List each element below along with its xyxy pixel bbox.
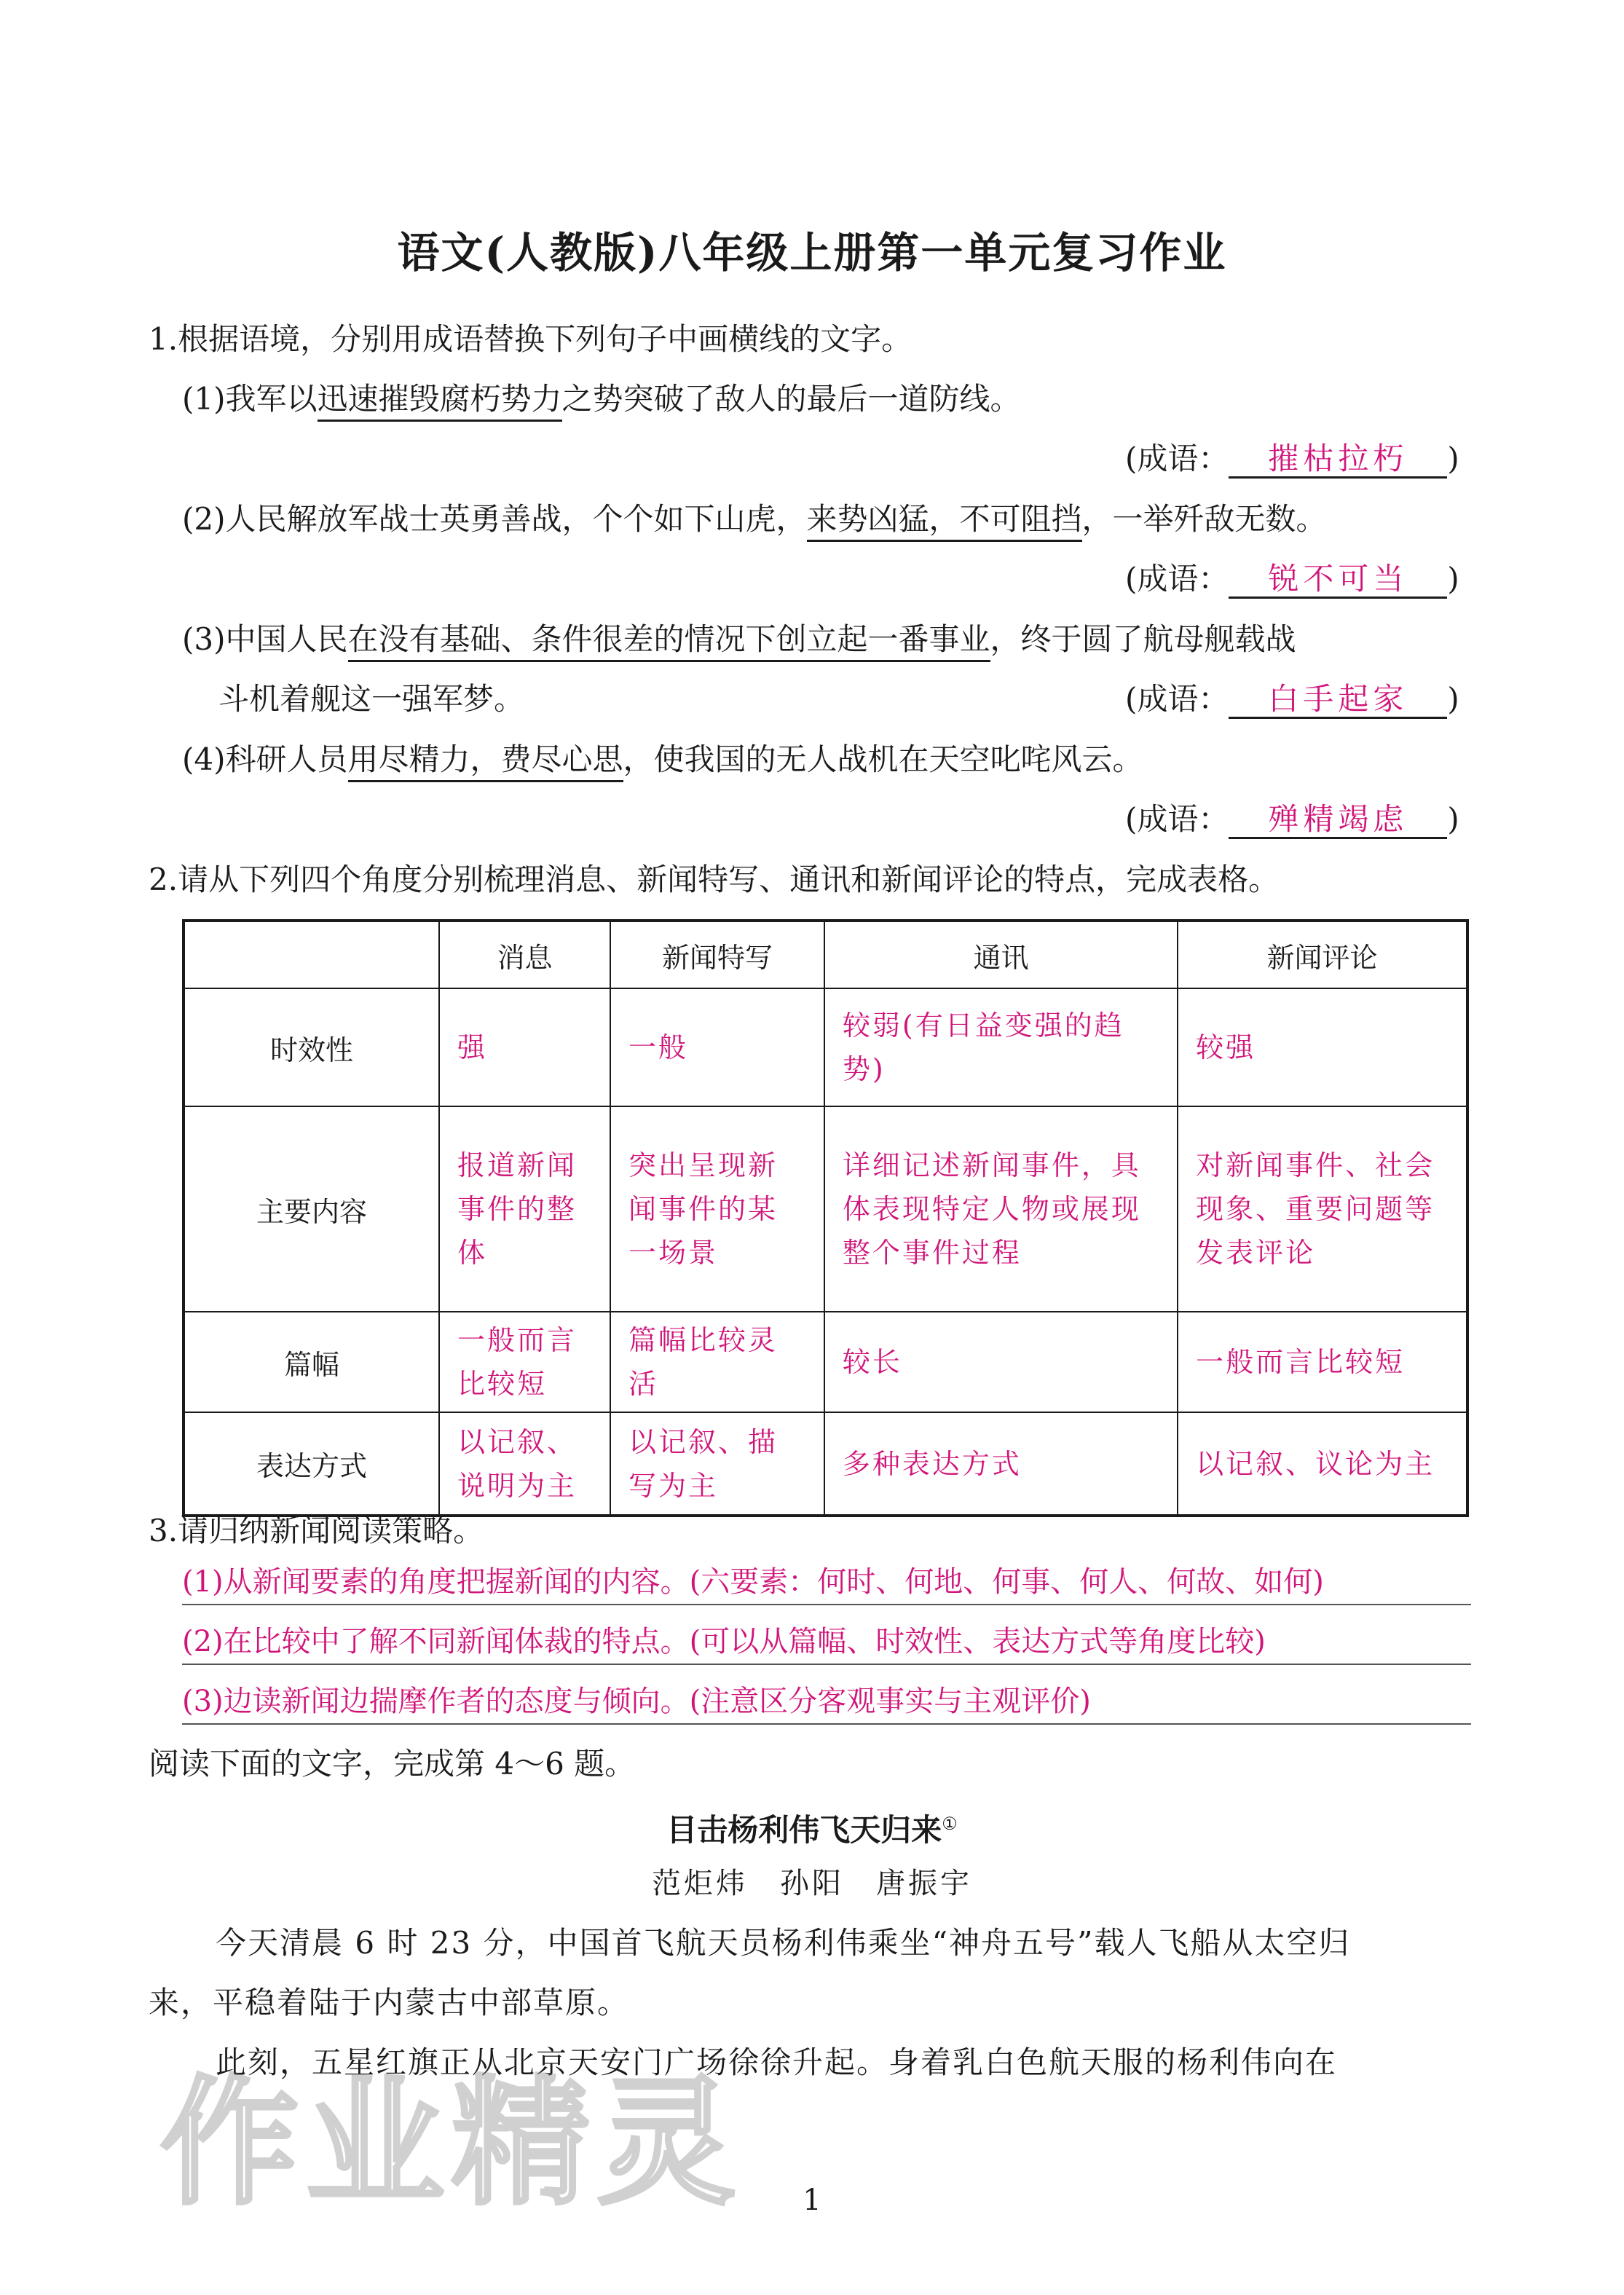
table-cell: 对新闻事件、社会现象、重要问题等发表评论 [1178,1106,1467,1312]
table-cell: 突出呈现新闻事件的某一场景 [610,1106,824,1312]
table-cell: 篇幅比较灵活 [610,1312,824,1412]
q1-answer-3: (成语： 白手起家 ) [1125,677,1459,721]
table-header: 消息 [439,921,610,988]
table-header: 新闻评论 [1178,921,1467,988]
table-cell: 多种表达方式 [824,1412,1178,1516]
table-row [184,1412,1467,1516]
table-row [184,1106,1467,1312]
q3-stem: 3.请归纳新闻阅读策略。 [149,1513,484,1548]
underlined-phrase: 迅速摧毁腐朽势力 [318,381,562,422]
watermark-logo: 作业精灵 [160,2063,744,2224]
row-label: 主要内容 [184,1106,439,1312]
page-title: 语文(人教版)八年级上册第一单元复习作业 [397,228,1227,277]
underlined-phrase: 用尽精力，费尽心思 [348,741,623,782]
table-cell: 详细记述新闻事件，具体表现特定人物或展现整个事件过程 [824,1106,1178,1312]
table-header: 通讯 [824,921,1178,988]
table-cell: 报道新闻事件的整体 [439,1106,610,1312]
q1-answer-1: (成语： 摧枯拉朽 ) [1125,437,1459,481]
reading-intro: 阅读下面的文字，完成第 4～6 题。 [149,1746,636,1782]
underlined-phrase: 来势凶猛，不可阻挡 [807,501,1082,542]
table-cell: 较长 [824,1312,1178,1412]
article-paragraph-1-cont: 来，平稳着陆于内蒙古中部草原。 [149,1985,630,2020]
article-title: 目击杨利伟飞天归来① [666,1812,958,1848]
table-cell: 较强 [1178,988,1467,1106]
table-cell: 一般而言比较短 [439,1312,610,1412]
table-row [184,988,1467,1106]
q1-item-3: (3)中国人民在没有基础、条件很差的情况下创立起一番事业，终于圆了航母舰载战 [182,618,1296,661]
q3-answer-2: (2)在比较中了解不同新闻体裁的特点。(可以从篇幅、时效性、表达方式等角度比较) [182,1620,1471,1665]
q2-stem: 2.请从下列四个角度分别梳理消息、新闻特写、通讯和新闻评论的特点，完成表格。 [149,862,1280,897]
table-header-row [184,921,1467,988]
table-row [184,1312,1467,1412]
q1-item-3-cont: 斗机着舰这一强军梦。 [218,681,525,717]
q1-answer-4: (成语： 殚精竭虑 ) [1125,798,1459,841]
table-cell: 较弱(有日益变强的趋势) [824,988,1178,1106]
footnote-mark: ① [942,1814,958,1834]
q3-answer-3: (3)边读新闻边揣摩作者的态度与倾向。(注意区分客观事实与主观评价) [182,1680,1471,1725]
underlined-phrase: 在没有基础、条件很差的情况下创立起一番事业 [348,621,990,662]
page-number: 1 [803,2184,821,2217]
table-cell: 一般 [610,988,824,1106]
q1-item-4: (4)科研人员用尽精力，费尽心思，使我国的无人战机在天空叱咤风云。 [182,738,1143,782]
q1-answer-2: (成语： 锐不可当 ) [1125,557,1459,601]
table-cell: 强 [439,988,610,1106]
comparison-table [182,919,1469,1517]
table-cell: 以记叙、描写为主 [610,1412,824,1516]
answer-blank: 殚精竭虑 [1229,802,1447,839]
table-cell: 以记叙、议论为主 [1178,1412,1467,1516]
row-label: 时效性 [184,988,439,1106]
table-cell: 一般而言比较短 [1178,1312,1467,1412]
article-paragraph-2: 此刻，五星红旗正从北京天安门广场徐徐升起。身着乳白色航天服的杨利伟向在 [216,2044,1338,2080]
q3-answer-1: (1)从新闻要素的角度把握新闻的内容。(六要素：何时、何地、何事、何人、何故、如何) [182,1560,1471,1605]
q1-stem: 1.根据语境，分别用成语替换下列句子中画横线的文字。 [149,321,912,357]
article-authors: 范炬炜 孙阳 唐振宇 [652,1867,972,1900]
row-label: 篇幅 [184,1312,439,1412]
answer-blank: 摧枯拉朽 [1229,441,1447,479]
answer-blank: 锐不可当 [1229,562,1447,599]
table-header [184,921,439,988]
q1-item-1: (1)我军以迅速摧毁腐朽势力之势突破了敌人的最后一道防线。 [182,377,1021,421]
row-label: 表达方式 [184,1412,439,1516]
table-header: 新闻特写 [610,921,824,988]
table-cell: 以记叙、说明为主 [439,1412,610,1516]
article-paragraph-1: 今天清晨 6 时 23 分，中国首飞航天员杨利伟乘坐“神舟五号”载人飞船从太空归 [216,1925,1351,1961]
q1-item-2: (2)人民解放军战士英勇善战，个个如下山虎，来势凶猛，不可阻挡，一举歼敌无数。 [182,497,1327,541]
answer-blank: 白手起家 [1229,682,1447,719]
